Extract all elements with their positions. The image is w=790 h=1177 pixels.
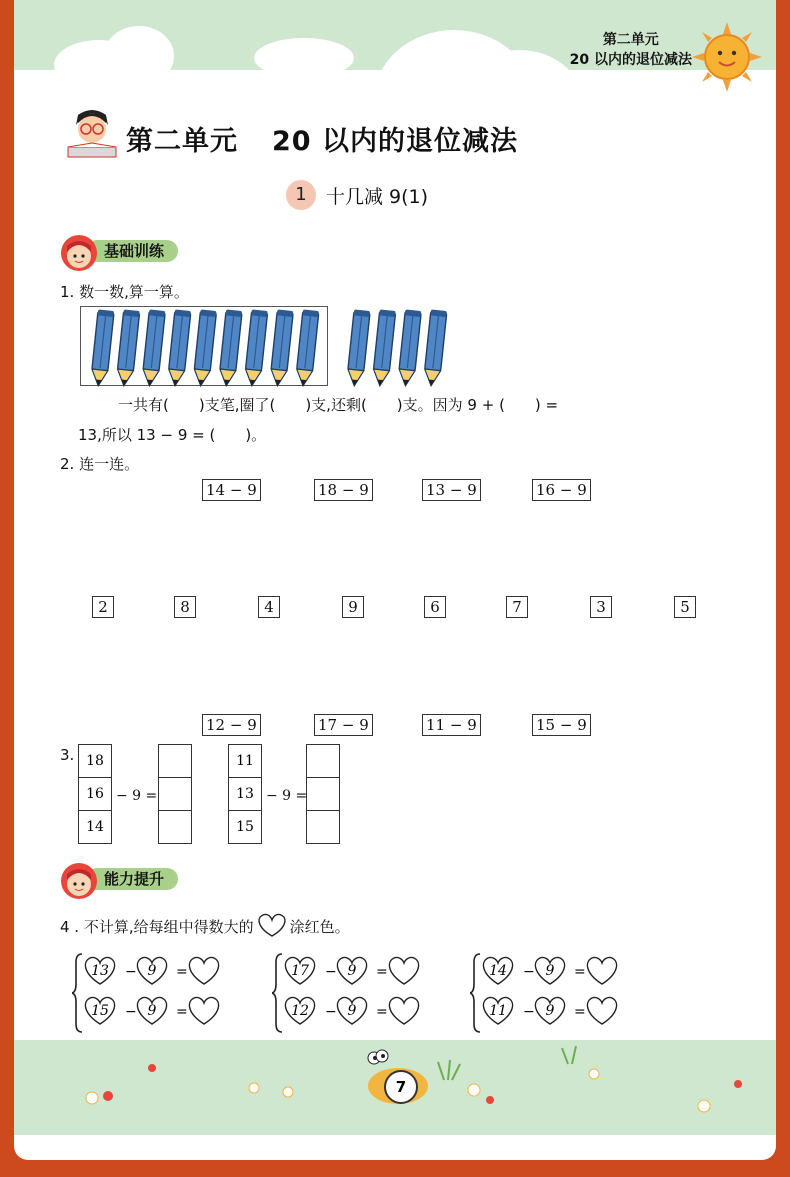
- lesson-heading: [286, 180, 428, 212]
- q3-right-answer[interactable]: [306, 777, 340, 811]
- match-top-expr-4[interactable]: 16 − 9: [532, 479, 591, 501]
- pencil-icon: [295, 309, 319, 386]
- pencil-icon: [141, 309, 165, 386]
- match-bottom-expr-1[interactable]: 12 − 9: [202, 714, 261, 736]
- answer-heart[interactable]: [587, 957, 616, 984]
- pencils-in-box: [84, 306, 324, 388]
- girl-face-icon: [60, 234, 98, 272]
- pencil-icon: [346, 309, 370, 386]
- pencil-icon: [269, 309, 293, 386]
- heart-number: 9: [147, 963, 157, 979]
- minuend-heart: [483, 997, 512, 1024]
- q3-left-answer[interactable]: [158, 777, 192, 811]
- q4-prompt-b: 涂红色。: [289, 918, 350, 936]
- minuend-heart: [285, 957, 314, 984]
- pencil-icon: [116, 309, 140, 386]
- heart-number: 11: [489, 1003, 507, 1019]
- q1-line2: 13,所以 13 − 9 = ( )。: [78, 426, 267, 444]
- pencil-icon: [397, 309, 421, 386]
- match-top-expr-2[interactable]: 18 − 9: [314, 479, 373, 501]
- girl-face-icon: [60, 862, 98, 900]
- brace: [72, 954, 82, 1032]
- match-answer-4[interactable]: 9: [342, 596, 364, 618]
- minuend-heart: [285, 997, 314, 1024]
- minus-sign: −: [523, 1004, 535, 1020]
- match-top-expr-3[interactable]: 13 − 9: [422, 479, 481, 501]
- pencil-icon: [167, 309, 191, 386]
- heart-outline-icon: [254, 912, 290, 938]
- heart-number: 9: [347, 963, 357, 979]
- pencil-icon: [218, 309, 242, 386]
- q3-right-results[interactable]: [306, 744, 340, 844]
- q4-prompt-a: 4 . 不计算,给每组中得数大的: [60, 918, 254, 936]
- answer-heart[interactable]: [189, 957, 218, 984]
- title-topic: 20 以内的退位减法: [272, 126, 518, 157]
- minus-sign: −: [325, 964, 337, 980]
- match-answer-6[interactable]: 7: [506, 596, 528, 618]
- answer-heart[interactable]: [587, 997, 616, 1024]
- header-text: [570, 30, 692, 70]
- section-advanced-label: 能力提升: [86, 868, 178, 890]
- q3-left-cell: 14: [78, 810, 112, 844]
- subtrahend-heart: [137, 957, 166, 984]
- header-topic: 20 以内的退位减法: [569, 52, 692, 68]
- heart-number: 17: [291, 963, 309, 979]
- lesson-name: 十几减 9(1): [326, 185, 429, 208]
- heart-number: 9: [147, 1003, 157, 1019]
- worksheet-page: [14, 0, 776, 1160]
- minus-sign: −: [125, 1004, 137, 1020]
- minuend-heart: [85, 957, 114, 984]
- subtrahend-heart: [535, 957, 564, 984]
- answer-heart[interactable]: [389, 997, 418, 1024]
- heart-number: 15: [91, 1003, 109, 1019]
- reading-boy-icon: [62, 105, 124, 161]
- q1-prompt: 1. 数一数,算一算。: [60, 283, 189, 301]
- heart-number: 14: [489, 963, 507, 979]
- heart-group: [72, 950, 252, 1036]
- match-answer-8[interactable]: 5: [674, 596, 696, 618]
- heart-number: 9: [545, 1003, 555, 1019]
- title-unit: 第二单元: [126, 126, 238, 157]
- equals-sign: =: [376, 964, 388, 980]
- minus-sign: −: [325, 1004, 337, 1020]
- section-basic-label: 基础训练: [86, 240, 178, 262]
- q3-left-answer[interactable]: [158, 810, 192, 844]
- subtrahend-heart: [137, 997, 166, 1024]
- match-answer-1[interactable]: 2: [92, 596, 114, 618]
- match-answer-7[interactable]: 3: [590, 596, 612, 618]
- q1-line1: 一共有( )支笔,圈了( )支,还剩( )支。因为 9 + ( ) =: [118, 396, 559, 414]
- page-title: [126, 119, 518, 158]
- brace: [470, 954, 480, 1032]
- q3-right-cell: 13: [228, 777, 262, 811]
- pencils-outside: [340, 306, 460, 388]
- match-answer-5[interactable]: 6: [424, 596, 446, 618]
- equals-sign: =: [376, 1004, 388, 1020]
- heart-number: 9: [545, 963, 555, 979]
- sun-icon: [692, 22, 762, 92]
- q3-left-op: − 9 =: [116, 788, 158, 804]
- heart-number: 13: [91, 963, 109, 979]
- q3-right-cell: 11: [228, 744, 262, 778]
- q3-right-answer[interactable]: [306, 744, 340, 778]
- match-bottom-expr-2[interactable]: 17 − 9: [314, 714, 373, 736]
- heart-group: [470, 950, 650, 1036]
- pencil-icon: [372, 309, 396, 386]
- q4-prompt: [60, 912, 350, 938]
- equals-sign: =: [574, 964, 586, 980]
- q3-right-cell: 15: [228, 810, 262, 844]
- subtrahend-heart: [535, 997, 564, 1024]
- title-row: [62, 105, 662, 161]
- q3-right-answer[interactable]: [306, 810, 340, 844]
- pencil-icon: [244, 309, 268, 386]
- equals-sign: =: [176, 1004, 188, 1020]
- q3-right-op: − 9 =: [266, 788, 308, 804]
- lesson-number: 1: [286, 180, 316, 210]
- equals-sign: =: [574, 1004, 586, 1020]
- heart-number: 12: [291, 1003, 309, 1019]
- match-answer-3[interactable]: 4: [258, 596, 280, 618]
- match-top-expr-1[interactable]: 14 − 9: [202, 479, 261, 501]
- minus-sign: −: [523, 964, 535, 980]
- page-number: 7: [384, 1070, 418, 1104]
- header-unit: 第二单元: [602, 32, 659, 48]
- pencil-icon: [193, 309, 217, 386]
- heart-number: 9: [347, 1003, 357, 1019]
- equals-sign: =: [176, 964, 188, 980]
- q3-left-cell: 16: [78, 777, 112, 811]
- heart-group: [272, 950, 452, 1036]
- minus-sign: −: [125, 964, 137, 980]
- match-bottom-expr-4[interactable]: 15 − 9: [532, 714, 591, 736]
- answer-heart[interactable]: [389, 957, 418, 984]
- minuend-heart: [85, 997, 114, 1024]
- match-bottom-expr-3[interactable]: 11 − 9: [422, 714, 481, 736]
- minuend-heart: [483, 957, 512, 984]
- subtrahend-heart: [337, 957, 366, 984]
- brace: [272, 954, 282, 1032]
- match-answer-2[interactable]: 8: [174, 596, 196, 618]
- q3-left-minuends: [78, 744, 112, 844]
- pencil-icon: [423, 309, 447, 386]
- pencil-icon: [90, 309, 114, 386]
- subtrahend-heart: [337, 997, 366, 1024]
- q3-right-minuends: [228, 744, 262, 844]
- q3-left-results[interactable]: [158, 744, 192, 844]
- q3-left-cell: 18: [78, 744, 112, 778]
- q3-label: 3.: [60, 746, 75, 764]
- header-band: [14, 0, 776, 100]
- answer-heart[interactable]: [189, 997, 218, 1024]
- q3-left-answer[interactable]: [158, 744, 192, 778]
- q2-prompt: 2. 连一连。: [60, 455, 140, 473]
